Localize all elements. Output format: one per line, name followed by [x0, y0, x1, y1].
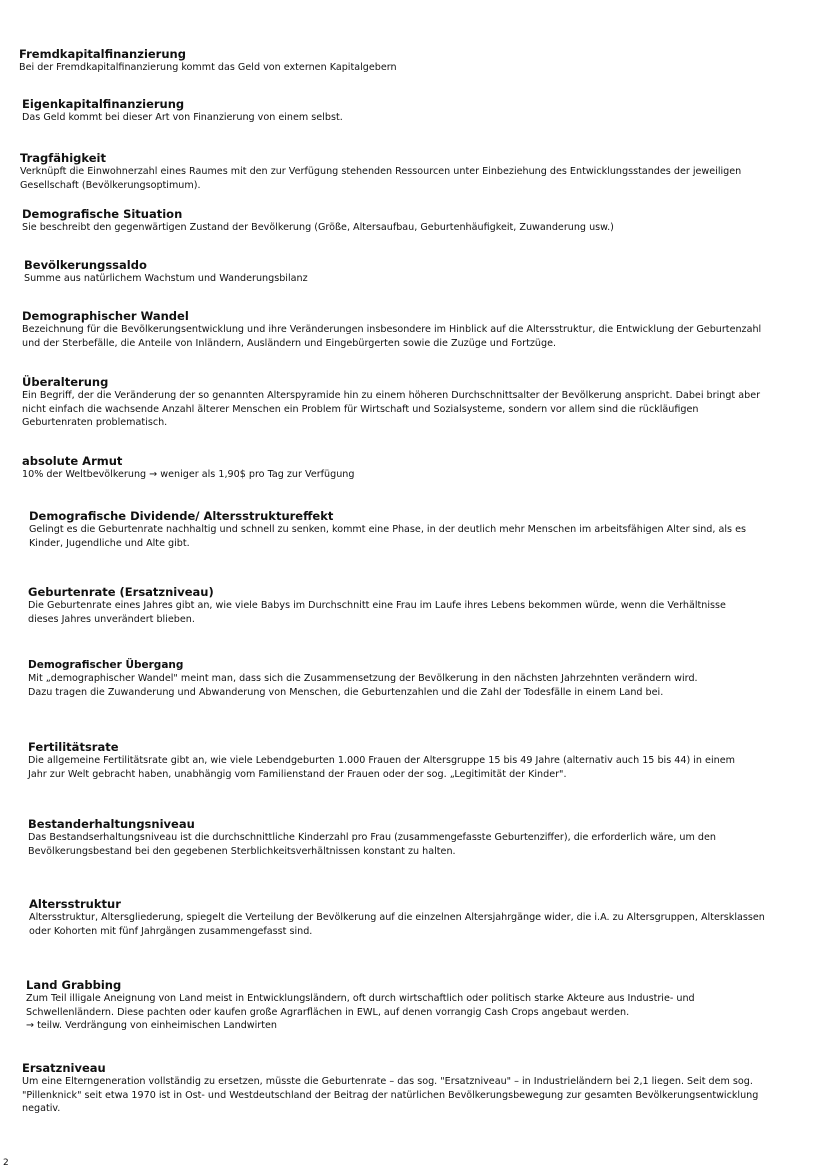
entry-bevoelkerungssaldo	[24, 258, 810, 286]
entry-term: Altersstruktur	[29, 897, 121, 911]
entry-term: Ersatzniveau	[22, 1061, 106, 1075]
entry-fertilitaetsrate	[28, 740, 810, 781]
entry-term: Fremdkapitalfinanzierung	[19, 47, 186, 61]
entry-absolute-armut	[22, 454, 810, 482]
entry-definition: Die Geburtenrate eines Jahres gibt an, wie viele Babys im Durchschnitt eine Frau im Laufe ihres Lebens bekommen würde, wenn die Verhältnisse dieses Jahres unverändert blieben.	[28, 600, 726, 625]
entry-term: Überalterung	[22, 375, 109, 389]
entry-eigenkapitalfinanzierung	[22, 97, 810, 125]
entry-term: Demografischer Übergang	[28, 659, 184, 671]
entry-definition: Um eine Elterngeneration vollständig zu ersetzen, müsste die Geburtenrate – das sog. "Ersatzniveau" – in Industrieländern bei 2,1 liegen. Seit dem sog. "Pillenknick" seit etwa 1970 ist in Ost- und Westdeutschland der Beitrag der natürlichen Bevölkerungsbewegung zur gesamten Bevölkerungsentwicklung negativ.	[22, 1076, 759, 1115]
entry-definition: Bezeichnung für die Bevölkerungsentwicklung und ihre Veränderungen insbesondere im Hinblick auf die Altersstruktur, die Entwicklung der Geburtenzahl und der Sterbefälle, die Anteile von Inländern, Ausländern und Eingebürgerten sowie die Zuzüge und Fortzüge.	[22, 324, 762, 349]
entry-demografischer-uebergang	[28, 658, 810, 699]
entry-demografische-situation	[22, 207, 810, 235]
entry-tragfaehigkeit	[20, 151, 810, 192]
entry-definition: Gelingt es die Geburtenrate nachhaltig und schnell zu senken, kommt eine Phase, in der deutlich mehr Menschen im arbeitsfähigen Alter sind, als es Kinder, Jugendliche und Alte gibt.	[29, 524, 746, 549]
entry-term: absolute Armut	[22, 454, 123, 468]
entry-ersatzniveau	[22, 1061, 810, 1116]
entry-definition: Sie beschreibt den gegenwärtigen Zustand der Bevölkerung (Größe, Altersaufbau, Geburtenhäufigkeit, Zuwanderung usw.)	[22, 222, 614, 233]
entry-term: Demographischer Wandel	[22, 309, 189, 323]
entry-definition: Das Bestandserhaltungsniveau ist die durchschnittliche Kinderzahl pro Frau (zusammengefasste Geburtenziffer), die erforderlich wäre, um den Bevölkerungsbestand bei den gegebenen Sterblichkeitsverhältnissen konstant zu halten.	[28, 832, 716, 857]
entry-definition: Das Geld kommt bei dieser Art von Finanzierung von einem selbst.	[22, 112, 343, 123]
entry-definition: Summe aus natürlichem Wachstum und Wanderungsbilanz	[24, 273, 308, 284]
entry-demografische-dividende	[29, 509, 810, 550]
entry-definition: Verknüpft die Einwohnerzahl eines Raumes mit den zur Verfügung stehenden Ressourcen unter Einbeziehung des Entwicklungsstandes der jeweiligen Gesellschaft (Bevölkerungsoptimum).	[20, 166, 742, 191]
entry-land-grabbing	[26, 978, 810, 1033]
entry-term: Demografische Situation	[22, 207, 183, 221]
entry-definition: Mit „demographischer Wandel" meint man, dass sich die Zusammensetzung der Bevölkerung in den nächsten Jahrzehnten verändern wird. Dazu tragen die Zuwanderung und Abwanderung von Menschen, die Geburtenzahlen und die Zahl der Todesfälle in einem Land bei.	[28, 673, 698, 698]
entry-term: Tragfähigkeit	[20, 151, 106, 165]
entry-ueberalterung	[22, 375, 810, 430]
entry-fremdkapitalfinanzierung	[19, 47, 810, 75]
entry-definition: Die allgemeine Fertilitätsrate gibt an, wie viele Lebendgeburten 1.000 Frauen der Altersgruppe 15 bis 49 Jahre (alternativ auch 15 bis 44) in einem Jahr zur Welt gebracht haben, unabhängig vom Familienstand der Frauen oder der sog. „Legitimität der Kinder".	[28, 755, 735, 780]
entry-definition: 10% der Weltbevölkerung → weniger als 1,90$ pro Tag zur Verfügung	[22, 469, 355, 480]
entry-definition: Zum Teil illigale Aneignung von Land meist in Entwicklungsländern, oft durch wirtschaftlich oder politisch starke Akteure aus Industrie- und Schwellenländern. Diese pachten oder kaufen große Agrarflächen in EWL, auf denen vorrangig Cash Crops angebaut werden. → teilw. Verdrängung von einheimischen Landwirten	[26, 993, 695, 1032]
entry-bestanderhaltungsniveau	[28, 817, 810, 858]
entry-term: Bevölkerungssaldo	[24, 258, 147, 272]
entry-term: Eigenkapitalfinanzierung	[22, 97, 185, 111]
page-number: 2	[3, 1158, 9, 1168]
entry-geburtenrate	[28, 585, 810, 626]
entry-term: Bestanderhaltungsniveau	[28, 817, 195, 831]
entry-definition: Altersstruktur, Altersgliederung, spiegelt die Verteilung der Bevölkerung auf die einzelnen Altersjahrgänge wider, die i.A. zu Altersgruppen, Altersklassen oder Kohorten mit fünf Jahrgängen zusammengefasst sind.	[29, 912, 765, 937]
entry-term: Fertilitätsrate	[28, 740, 119, 754]
entry-definition: Ein Begriff, der die Veränderung der so genannten Alterspyramide hin zu einem höheren Durchschnittsalter der Bevölkerung anspricht. Dabei bringt aber nicht einfach die wachsende Anzahl älterer Menschen ein Problem für Wirtschaft und Sozialsysteme, sondern vor allem sind die rückläufigen Geburtenraten problematisch.	[22, 390, 761, 429]
entry-term: Demografische Dividende/ Altersstruktureffekt	[29, 509, 334, 523]
entry-term: Land Grabbing	[26, 978, 122, 992]
entry-definition: Bei der Fremdkapitalfinanzierung kommt das Geld von externen Kapitalgebern	[19, 62, 397, 73]
entry-demographischer-wandel	[22, 309, 810, 350]
entry-term: Geburtenrate (Ersatzniveau)	[28, 585, 214, 599]
entry-altersstruktur	[29, 897, 810, 938]
